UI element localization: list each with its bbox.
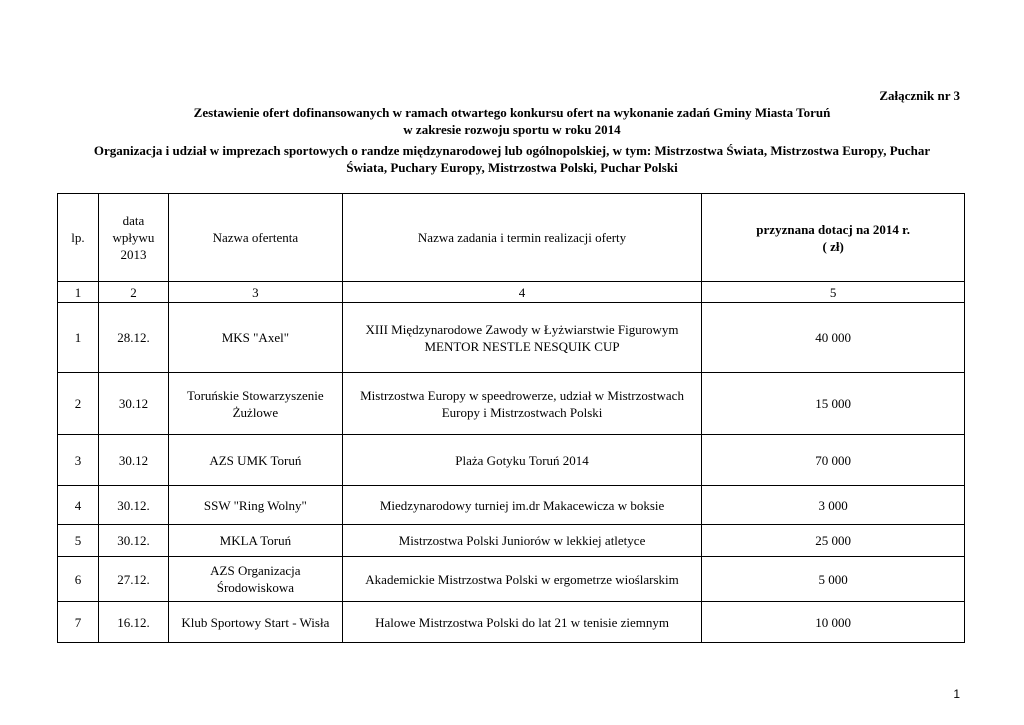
header-grant-line-2: ( zł) <box>822 238 844 254</box>
row-date: 28.12. <box>98 303 168 373</box>
row-offerer: MKLA Toruń <box>168 525 342 557</box>
row-lp: 4 <box>58 486 99 525</box>
row-task: Halowe Mistrzostwa Polski do lat 21 w tenisie ziemnym <box>342 602 702 643</box>
offers-table <box>57 193 965 643</box>
row-date: 30.12. <box>98 486 168 525</box>
page-number: 1 <box>953 687 960 701</box>
row-task-line-2: MENTOR NESTLE NESQUIK CUP <box>424 338 620 354</box>
row-grant: 15 000 <box>702 373 965 435</box>
row-task: Akademickie Mistrzostwa Polski w ergometrze wioślarskim <box>342 557 702 602</box>
column-number: 3 <box>168 282 342 303</box>
header-task: Nazwa zadania i termin realizacji oferty <box>342 194 702 282</box>
row-task-line-1: Mistrzostwa Europy w speedrowerze, udział w Mistrzostwach <box>360 387 684 403</box>
table-row <box>58 557 965 602</box>
header-grant-line-1: przyznana dotacj na 2014 r. <box>756 221 911 237</box>
row-task-line-1: XIII Międzynarodowe Zawody w Łyżwiarstwie Figurowym <box>365 321 679 337</box>
row-grant: 10 000 <box>702 602 965 643</box>
subtitle-line-1: Organizacja i udział w imprezach sportowych o randze międzynarodowej lub ogólnopolskiej, w tym: Mistrzostwa Świata, Mistrzostwa Europy, Puchar <box>93 143 931 158</box>
row-task: Miedzynarodowy turniej im.dr Makacewicza w boksie <box>342 486 702 525</box>
header-date <box>98 194 168 282</box>
column-number: 4 <box>342 282 702 303</box>
header-date-line-2: wpływu <box>112 230 155 245</box>
row-offerer <box>168 303 342 373</box>
row-date: 30.12 <box>98 373 168 435</box>
row-lp: 2 <box>58 373 99 435</box>
row-lp: 6 <box>58 557 99 602</box>
table-row <box>58 486 965 525</box>
table-row <box>58 373 965 435</box>
attachment-label: Załącznik nr 3 <box>879 88 960 103</box>
row-offerer <box>168 373 342 435</box>
row-grant: 5 000 <box>702 557 965 602</box>
row-offerer-line-1: AZS Organizacja <box>210 563 301 578</box>
row-task: Plaża Gotyku Toruń 2014 <box>342 435 702 486</box>
header-date-line-1: data <box>122 213 145 228</box>
header-lp: lp. <box>58 194 99 282</box>
header-offerer: Nazwa ofertenta <box>168 194 342 282</box>
table-row <box>58 435 965 486</box>
row-date: 30.12. <box>98 525 168 557</box>
row-task: Mistrzostwa Polski Juniorów w lekkiej atletyce <box>342 525 702 557</box>
row-offerer-line-2: Środowiskowa <box>216 580 294 595</box>
row-lp: 1 <box>58 303 99 373</box>
row-offerer-line-1: Toruńskie Stowarzyszenie <box>187 387 324 403</box>
row-offerer-line-1: MKS "Axel" <box>221 330 290 345</box>
row-date: 27.12. <box>98 557 168 602</box>
row-grant: 25 000 <box>702 525 965 557</box>
row-task <box>342 303 702 373</box>
subtitle-line-2: Świata, Puchary Europy, Mistrzostwa Polski, Puchar Polski <box>346 160 678 175</box>
column-number: 1 <box>58 282 99 303</box>
document-subtitle <box>60 142 964 176</box>
row-offerer-line-2: Żużlowe <box>232 404 279 420</box>
header-grant <box>702 194 965 282</box>
title-line-2: w zakresie rozwoju sportu w roku 2014 <box>403 122 621 137</box>
row-grant: 40 000 <box>702 303 965 373</box>
row-lp: 5 <box>58 525 99 557</box>
table-row <box>58 303 965 373</box>
title-line-1: Zestawienie ofert dofinansowanych w ramach otwartego konkursu ofert na wykonanie zadań Gminy Miasta Toruń <box>193 105 831 120</box>
column-number-row <box>58 282 965 303</box>
row-date: 16.12. <box>98 602 168 643</box>
row-offerer <box>168 557 342 602</box>
table-header-row <box>58 194 965 282</box>
row-lp: 3 <box>58 435 99 486</box>
column-number: 5 <box>702 282 965 303</box>
row-date: 30.12 <box>98 435 168 486</box>
row-task-line-2: Europy i Mistrzostwach Polski <box>441 404 603 420</box>
table-row <box>58 525 965 557</box>
table-row <box>58 602 965 643</box>
row-grant: 3 000 <box>702 486 965 525</box>
row-offerer: AZS UMK Toruń <box>168 435 342 486</box>
row-task <box>342 373 702 435</box>
header-date-line-3: 2013 <box>120 247 147 262</box>
row-lp: 7 <box>58 602 99 643</box>
row-grant: 70 000 <box>702 435 965 486</box>
row-offerer: Klub Sportowy Start - Wisła <box>168 602 342 643</box>
row-offerer: SSW "Ring Wolny" <box>168 486 342 525</box>
column-number: 2 <box>98 282 168 303</box>
document-title <box>60 104 964 138</box>
